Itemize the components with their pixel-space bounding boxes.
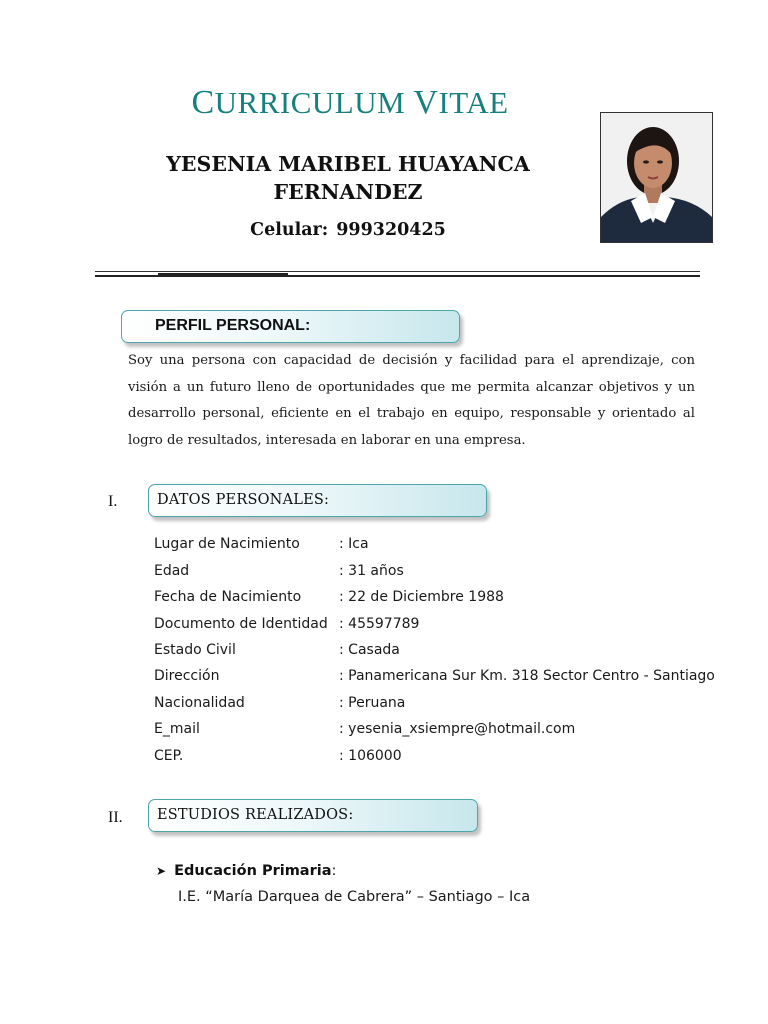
data-value: : Ica bbox=[339, 536, 369, 552]
primary-education-label: Educación Primaria bbox=[174, 863, 332, 879]
candidate-name bbox=[100, 150, 596, 206]
profile-photo bbox=[600, 112, 713, 243]
phone-value: 999320425 bbox=[336, 220, 446, 240]
data-label: Lugar de Nacimiento bbox=[154, 536, 300, 552]
data-value: : Panamericana Sur Km. 318 Sector Centro - Santiago bbox=[339, 668, 715, 684]
data-label: Fecha de Nacimiento bbox=[154, 589, 302, 605]
primary-education-item bbox=[156, 863, 336, 879]
header-divider-thick bbox=[95, 275, 700, 277]
data-value: : 106000 bbox=[339, 748, 402, 764]
section-studies-heading bbox=[148, 799, 478, 832]
candidate-name-line1: YESENIA MARIBEL HUAYANCA bbox=[166, 152, 530, 176]
candidate-name-line2: FERNANDEZ bbox=[273, 180, 423, 204]
primary-school-name: I.E. “María Darquea de Cabrera” – Santiago – Ica bbox=[178, 889, 531, 905]
cv-title: CURRICULUM VITAE bbox=[191, 84, 509, 121]
data-value: : Peruana bbox=[339, 695, 406, 711]
section-personal-title: DATOS PERSONALES: bbox=[157, 492, 330, 508]
section-personal-numeral: I. bbox=[108, 493, 118, 510]
primary-education-colon: : bbox=[331, 863, 337, 879]
section-personal-heading bbox=[148, 484, 487, 517]
data-label: Nacionalidad bbox=[154, 695, 245, 711]
person-photo-icon bbox=[601, 113, 712, 242]
data-label: Dirección bbox=[154, 668, 220, 684]
section-studies-numeral: II. bbox=[108, 809, 123, 826]
data-value: : 22 de Diciembre 1988 bbox=[339, 589, 504, 605]
data-value: : Casada bbox=[339, 642, 400, 658]
data-label: CEP. bbox=[154, 748, 184, 764]
profile-summary: Soy una persona con capacidad de decisión y facilidad para el aprendizaje, con visión a un futuro lleno de oportunidades que me permita alcanzar objetivos y un desarrollo personal, eficiente en el trabajo en equipo, responsable y orientado al logro de resultados, interesada en laborar en una empresa. bbox=[128, 353, 695, 448]
phone bbox=[100, 220, 596, 240]
arrow-bullet-icon: ➤ bbox=[156, 864, 167, 878]
data-label: Estado Civil bbox=[154, 642, 236, 658]
section-profile-heading bbox=[121, 310, 460, 343]
phone-label: Celular: bbox=[250, 220, 329, 240]
section-studies-title: ESTUDIOS REALIZADOS: bbox=[157, 807, 354, 823]
email-value: : yesenia_xsiempre@hotmail.com bbox=[339, 721, 576, 737]
data-value: : 45597789 bbox=[339, 616, 420, 632]
data-value: : 31 años bbox=[339, 563, 404, 579]
section-profile-title: PERFIL PERSONAL: bbox=[155, 317, 311, 334]
data-label: Edad bbox=[154, 563, 190, 579]
header-divider-thin bbox=[95, 271, 700, 272]
data-label: E_mail bbox=[154, 721, 200, 737]
data-label: Documento de Identidad bbox=[154, 616, 328, 632]
